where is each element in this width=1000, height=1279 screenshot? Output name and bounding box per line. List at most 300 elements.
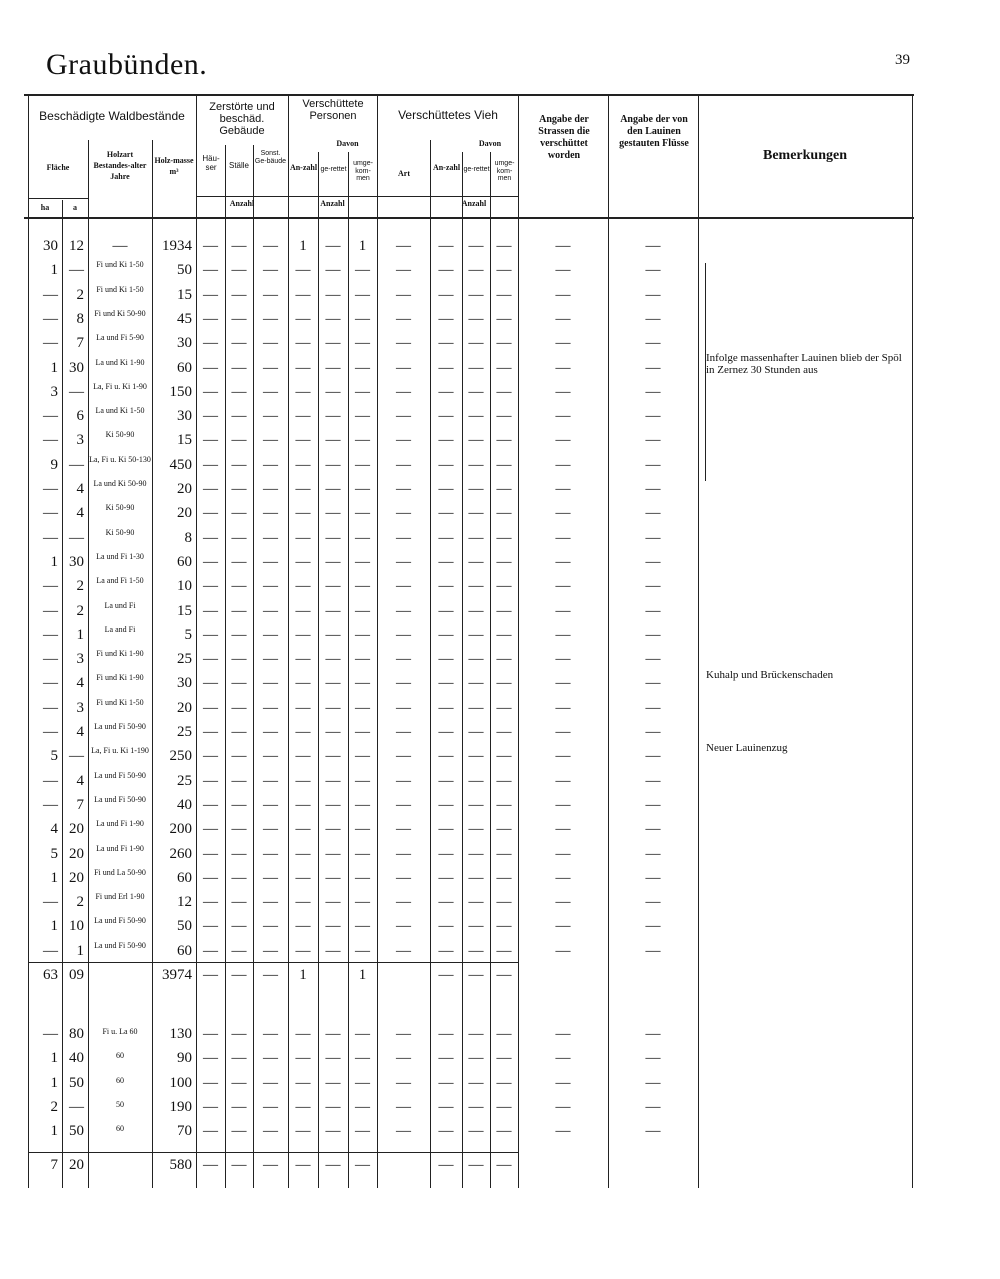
empty-dash: — — [325, 1026, 341, 1042]
cell-a: 1 — [76, 626, 84, 643]
empty-dash: — — [555, 310, 571, 327]
empty-dash: — — [396, 578, 411, 595]
empty-dash: — — [203, 456, 218, 473]
cell-holzmasse: 1934 — [162, 238, 192, 254]
empty-dash: — — [555, 553, 571, 570]
empty-dash: — — [438, 286, 454, 303]
empty-dash: — — [555, 359, 571, 376]
empty-dash: — — [203, 675, 218, 692]
empty-dash: — — [203, 967, 218, 983]
empty-dash: — — [263, 602, 278, 619]
cell-holzart: La und Fi 5-90 — [96, 333, 144, 343]
empty-dash: — — [203, 626, 218, 643]
cell-holzmasse: 130 — [169, 1026, 192, 1042]
empty-dash: — — [468, 1157, 484, 1173]
cell-ha: — — [43, 724, 58, 740]
empty-dash: — — [203, 918, 218, 935]
empty-dash: — — [355, 383, 370, 400]
empty-dash: — — [231, 602, 247, 619]
empty-dash: — — [325, 651, 341, 668]
cell-holzart: 60 — [116, 1075, 124, 1085]
empty-dash: — — [438, 359, 454, 376]
empty-dash: — — [555, 918, 571, 935]
empty-dash: — — [396, 310, 411, 327]
empty-dash: — — [438, 262, 454, 279]
empty-dash: — — [231, 359, 247, 376]
empty-dash: — — [355, 481, 370, 497]
empty-dash: — — [438, 383, 454, 400]
empty-dash: — — [468, 1026, 484, 1042]
empty-dash: — — [396, 335, 411, 352]
cell-ha: 1 — [50, 1123, 58, 1140]
empty-dash: — — [203, 553, 218, 570]
empty-dash: — — [295, 262, 311, 279]
empty-dash: — — [496, 651, 512, 668]
empty-dash: — — [355, 942, 370, 959]
empty-dash: — — [231, 748, 247, 765]
remark-lauinenzug: Neuer Lauinenzug — [706, 742, 788, 754]
cell-holzart: Ki 50-90 — [105, 430, 135, 440]
empty-dash: — — [325, 408, 341, 425]
empty-dash: — — [263, 1050, 278, 1067]
empty-dash: — — [355, 432, 370, 449]
cell-ha: 3 — [50, 383, 58, 400]
cell-ha: — — [43, 772, 58, 789]
empty-dash: — — [231, 699, 247, 716]
empty-dash: — — [263, 942, 278, 959]
empty-dash: — — [203, 869, 218, 886]
empty-dash: — — [496, 748, 512, 765]
cell-holzmasse: 30 — [177, 408, 192, 425]
empty-dash: — — [355, 553, 370, 570]
header-personen-umgekommen: umge-kom-men — [353, 160, 373, 183]
cell-ha: — — [43, 894, 58, 911]
empty-dash: — — [295, 651, 311, 668]
empty-dash: — — [645, 1074, 661, 1091]
empty-dash: — — [645, 724, 661, 740]
empty-dash: — — [555, 699, 571, 716]
empty-dash: — — [295, 1157, 311, 1173]
empty-dash: — — [263, 967, 278, 983]
empty-dash: — — [438, 699, 454, 716]
empty-dash: — — [555, 821, 571, 838]
cell-holzart: Fi und Ki 1-90 — [96, 649, 144, 659]
empty-dash: — — [468, 821, 484, 838]
cell-holzmasse: 25 — [177, 772, 192, 789]
empty-dash: — — [203, 1050, 218, 1067]
empty-dash: — — [438, 1026, 454, 1042]
empty-dash: — — [496, 602, 512, 619]
empty-dash: — — [325, 1074, 341, 1091]
empty-dash: — — [555, 894, 571, 911]
empty-dash: — — [263, 772, 278, 789]
empty-dash: — — [468, 675, 484, 692]
empty-dash: — — [355, 675, 370, 692]
empty-dash: — — [295, 408, 311, 425]
empty-dash: — — [468, 553, 484, 570]
empty-dash: — — [295, 359, 311, 376]
empty-dash: — — [355, 1098, 370, 1115]
empty-dash: — — [355, 286, 370, 303]
empty-dash: — — [645, 918, 661, 935]
empty-dash: — — [555, 1074, 571, 1091]
empty-dash: — — [496, 1074, 512, 1091]
cell-holzmasse: 15 — [177, 432, 192, 449]
empty-dash: — — [295, 1050, 311, 1067]
empty-dash: — — [645, 869, 661, 886]
header-strassen: Angabe der Strassen die verschüttet worden — [538, 114, 590, 161]
header-personen-gerettet: ge-rettet — [320, 166, 347, 173]
empty-dash: — — [496, 1123, 512, 1140]
empty-dash: — — [295, 602, 311, 619]
empty-dash: — — [555, 1123, 571, 1140]
empty-dash: — — [231, 310, 247, 327]
empty-dash: — — [555, 529, 571, 546]
empty-dash: — — [645, 602, 661, 619]
cell-a: 30 — [69, 553, 84, 570]
empty-dash: — — [355, 918, 370, 935]
empty-dash: — — [468, 310, 484, 327]
empty-dash: — — [263, 1157, 278, 1173]
cell-holzmasse: 20 — [177, 699, 192, 716]
empty-dash: — — [396, 432, 411, 449]
cell-a: — — [69, 529, 84, 546]
cell-ha: — — [43, 432, 58, 449]
empty-dash: — — [231, 1157, 247, 1173]
empty-dash: — — [496, 918, 512, 935]
empty-dash: — — [203, 845, 218, 862]
cell-holzmasse: 45 — [177, 310, 192, 327]
empty-dash: — — [295, 286, 311, 303]
empty-dash: — — [231, 529, 247, 546]
empty-dash: — — [396, 748, 411, 765]
cell-ha: 1 — [50, 553, 58, 570]
empty-dash: — — [263, 262, 278, 279]
empty-dash: — — [468, 505, 484, 522]
header-bemerkungen: Bemerkungen — [763, 148, 847, 163]
header-personen-anzahl-sub: Anzahl — [320, 199, 345, 208]
empty-dash: — — [496, 1026, 512, 1042]
empty-dash: — — [645, 262, 661, 279]
cell-holzmasse: 30 — [177, 675, 192, 692]
empty-dash: — — [438, 408, 454, 425]
empty-dash: — — [263, 821, 278, 838]
empty-dash: — — [496, 432, 512, 449]
col-line-fluesse-bemerkungen — [698, 95, 699, 1188]
empty-dash: — — [496, 675, 512, 692]
cell-ha: 2 — [50, 1098, 58, 1115]
empty-dash: — — [468, 869, 484, 886]
empty-dash: — — [645, 383, 661, 400]
empty-dash: — — [468, 894, 484, 911]
empty-dash: — — [295, 1123, 311, 1140]
cell-ha: — — [43, 1026, 58, 1042]
empty-dash: — — [325, 481, 341, 497]
header-vieh-anzahl-sub: Anzahl — [461, 199, 487, 208]
empty-dash: — — [468, 238, 484, 254]
empty-dash: — — [231, 238, 247, 254]
empty-dash: — — [438, 238, 454, 254]
empty-dash: — — [355, 310, 370, 327]
empty-dash: — — [645, 505, 661, 522]
empty-dash: — — [496, 529, 512, 546]
empty-dash: — — [325, 772, 341, 789]
empty-dash: — — [203, 529, 218, 546]
empty-dash: — — [438, 505, 454, 522]
cell-a: — — [69, 262, 84, 279]
empty-dash: — — [325, 1157, 341, 1173]
cell-holzmasse: 60 — [177, 359, 192, 376]
empty-dash: — — [555, 748, 571, 765]
empty-dash: — — [295, 1098, 311, 1115]
empty-dash: — — [325, 578, 341, 595]
empty-dash: — — [496, 286, 512, 303]
empty-dash: — — [263, 359, 278, 376]
empty-dash: — — [325, 675, 341, 692]
cell-holzart: Ki 50-90 — [105, 527, 135, 537]
empty-dash: — — [263, 651, 278, 668]
empty-dash: — — [203, 505, 218, 522]
cell-ha: — — [43, 602, 58, 619]
empty-dash: — — [263, 310, 278, 327]
empty-dash: — — [438, 772, 454, 789]
empty-dash: — — [645, 626, 661, 643]
empty-dash: — — [438, 942, 454, 959]
header-bottom-rule — [24, 217, 914, 219]
cell-holzart: Fi und Erl 1-90 — [95, 892, 145, 902]
empty-dash: — — [263, 456, 278, 473]
empty-dash: — — [355, 456, 370, 473]
cell-ha: 5 — [50, 845, 58, 862]
empty-dash: — — [645, 845, 661, 862]
empty-dash: — — [438, 967, 454, 983]
empty-dash: — — [231, 335, 247, 352]
empty-dash: — — [263, 286, 278, 303]
cell-holzart: La und Fi — [104, 600, 136, 610]
empty-dash: — — [295, 335, 311, 352]
header-personen-davon: Davon — [336, 139, 359, 148]
empty-dash: — — [325, 699, 341, 716]
cell-holzart: Fi und Ki 1-90 — [96, 673, 144, 683]
empty-dash: — — [231, 432, 247, 449]
header-waldbestaende: Beschädigte Waldbestände — [39, 109, 185, 123]
empty-dash: — — [231, 481, 247, 497]
header-vieh-davon: Davon — [478, 139, 502, 148]
cell-ha: — — [43, 578, 58, 595]
empty-dash: — — [438, 1050, 454, 1067]
empty-dash: — — [263, 626, 278, 643]
header-vieh: Verschüttetes Vieh — [398, 108, 498, 122]
empty-dash: — — [263, 894, 278, 911]
empty-dash: — — [496, 772, 512, 789]
empty-dash: — — [203, 748, 218, 765]
empty-dash: — — [325, 869, 341, 886]
empty-dash: — — [645, 894, 661, 911]
empty-dash: — — [325, 505, 341, 522]
empty-dash: — — [555, 845, 571, 862]
empty-dash: — — [295, 1074, 311, 1091]
empty-dash: — — [645, 578, 661, 595]
cell-holzmasse: 8 — [184, 529, 192, 546]
cell-a: 4 — [76, 505, 84, 522]
empty-dash: — — [231, 626, 247, 643]
empty-dash: — — [645, 286, 661, 303]
empty-dash: — — [438, 675, 454, 692]
empty-dash: — — [496, 869, 512, 886]
empty-dash: — — [645, 772, 661, 789]
empty-dash: — — [438, 626, 454, 643]
empty-dash: — — [231, 967, 247, 983]
empty-dash: — — [203, 724, 218, 740]
empty-dash: — — [645, 481, 661, 497]
empty-dash: — — [263, 578, 278, 595]
cell-holzart: 50 — [116, 1099, 124, 1109]
empty-dash: — — [295, 796, 311, 813]
cell-holzart: La und Fi 50-90 — [94, 916, 146, 926]
empty-dash: — — [231, 505, 247, 522]
cell-holzart: Fi und Ki 1-50 — [96, 284, 144, 294]
empty-dash: — — [396, 359, 411, 376]
empty-dash: — — [438, 1074, 454, 1091]
cell-a: 40 — [69, 1050, 84, 1067]
empty-dash: — — [325, 553, 341, 570]
empty-dash: — — [295, 942, 311, 959]
empty-dash: — — [295, 675, 311, 692]
empty-dash: — — [396, 505, 411, 522]
cell-holzart: La und Ki 50-90 — [93, 479, 147, 488]
cell-holzart: 60 — [116, 1124, 124, 1134]
empty-dash: — — [355, 529, 370, 546]
empty-dash: — — [355, 651, 370, 668]
empty-dash: — — [325, 918, 341, 935]
cell-holzart: Fi und Ki 1-50 — [96, 260, 144, 270]
empty-dash: — — [203, 651, 218, 668]
empty-dash: — — [468, 286, 484, 303]
empty-dash: — — [355, 748, 370, 765]
empty-dash: — — [468, 602, 484, 619]
cell-ha: — — [43, 796, 58, 813]
cell-a: 4 — [76, 675, 84, 692]
cell-holzmasse: 20 — [177, 505, 192, 522]
empty-dash: — — [438, 432, 454, 449]
cell-holzart: La, Fi u. Ki 1-190 — [91, 746, 149, 756]
empty-dash: — — [263, 869, 278, 886]
empty-dash: — — [325, 796, 341, 813]
cell-holzmasse: 50 — [177, 262, 192, 279]
empty-dash: — — [231, 286, 247, 303]
cell-ha: 5 — [50, 748, 58, 765]
total2-holzmasse: 580 — [169, 1157, 192, 1173]
empty-dash: — — [496, 408, 512, 425]
empty-dash: — — [468, 383, 484, 400]
cell-holzart: La und Fi 50-90 — [94, 722, 146, 731]
empty-dash: — — [396, 262, 411, 279]
cell-ha: — — [43, 481, 58, 497]
remark-kuhalp: Kuhalp und Brückenschaden — [706, 669, 834, 681]
empty-dash: — — [438, 894, 454, 911]
empty-dash: — — [231, 796, 247, 813]
empty-dash: — — [396, 651, 411, 668]
empty-dash: — — [496, 262, 512, 279]
empty-dash: — — [438, 602, 454, 619]
empty-dash: — — [468, 578, 484, 595]
empty-dash: — — [203, 1123, 218, 1140]
empty-dash: — — [231, 942, 247, 959]
empty-dash: — — [203, 894, 218, 911]
empty-dash: — — [396, 1098, 411, 1115]
empty-dash: — — [396, 1026, 411, 1042]
empty-dash: — — [231, 408, 247, 425]
empty-dash: — — [438, 796, 454, 813]
cell-a: 4 — [76, 772, 84, 789]
header-holzmasse: Holz-masse m³ — [154, 156, 194, 176]
total1-top-rule — [28, 962, 518, 963]
total2-a: 20 — [69, 1157, 84, 1173]
empty-dash: — — [555, 286, 571, 303]
empty-dash: — — [468, 456, 484, 473]
cell-a: 50 — [69, 1123, 84, 1140]
cell-a: 20 — [69, 821, 84, 838]
cell-ha: — — [43, 675, 58, 692]
empty-dash: — — [355, 772, 370, 789]
cell-a: — — [69, 456, 84, 473]
empty-dash: — — [555, 408, 571, 425]
cell-a: — — [69, 383, 84, 400]
empty-dash: — — [645, 651, 661, 668]
empty-dash: — — [468, 1050, 484, 1067]
cell-holzmasse: 20 — [177, 481, 192, 497]
cell-holzmasse: 30 — [177, 335, 192, 352]
empty-dash: — — [355, 626, 370, 643]
empty-dash: — — [231, 1098, 247, 1115]
empty-dash: — — [325, 894, 341, 911]
empty-dash: — — [555, 626, 571, 643]
empty-dash: — — [496, 383, 512, 400]
empty-dash: — — [355, 796, 370, 813]
empty-dash: — — [295, 894, 311, 911]
empty-dash: — — [355, 1050, 370, 1067]
cell-personen-anzahl: 1 — [299, 238, 307, 254]
empty-dash: — — [355, 335, 370, 352]
cell-a: 3 — [76, 651, 84, 668]
cell-holzmasse: 260 — [169, 845, 192, 862]
header-flaeche: Fläche — [46, 163, 70, 172]
empty-dash: — — [645, 310, 661, 327]
empty-dash: — — [325, 1098, 341, 1115]
empty-dash: — — [468, 699, 484, 716]
empty-dash: — — [645, 1123, 661, 1140]
cell-ha: 9 — [50, 456, 58, 473]
cell-ha: — — [43, 408, 58, 425]
empty-dash: — — [496, 626, 512, 643]
empty-dash: — — [231, 553, 247, 570]
empty-dash: — — [295, 553, 311, 570]
empty-dash: — — [438, 529, 454, 546]
cell-ha: 1 — [50, 869, 58, 886]
header-sonst-gebaeude: Sonst. Ge-bäude — [254, 150, 287, 165]
cell-holzmasse: 25 — [177, 724, 192, 740]
empty-dash: — — [231, 894, 247, 911]
empty-dash: — — [396, 821, 411, 838]
total1-a: 09 — [69, 967, 84, 983]
empty-dash: — — [645, 553, 661, 570]
empty-dash: — — [468, 1098, 484, 1115]
empty-dash: — — [396, 529, 411, 546]
cell-a: 7 — [76, 796, 84, 813]
empty-dash: — — [203, 481, 218, 497]
empty-dash: — — [295, 845, 311, 862]
empty-dash: — — [396, 942, 411, 959]
